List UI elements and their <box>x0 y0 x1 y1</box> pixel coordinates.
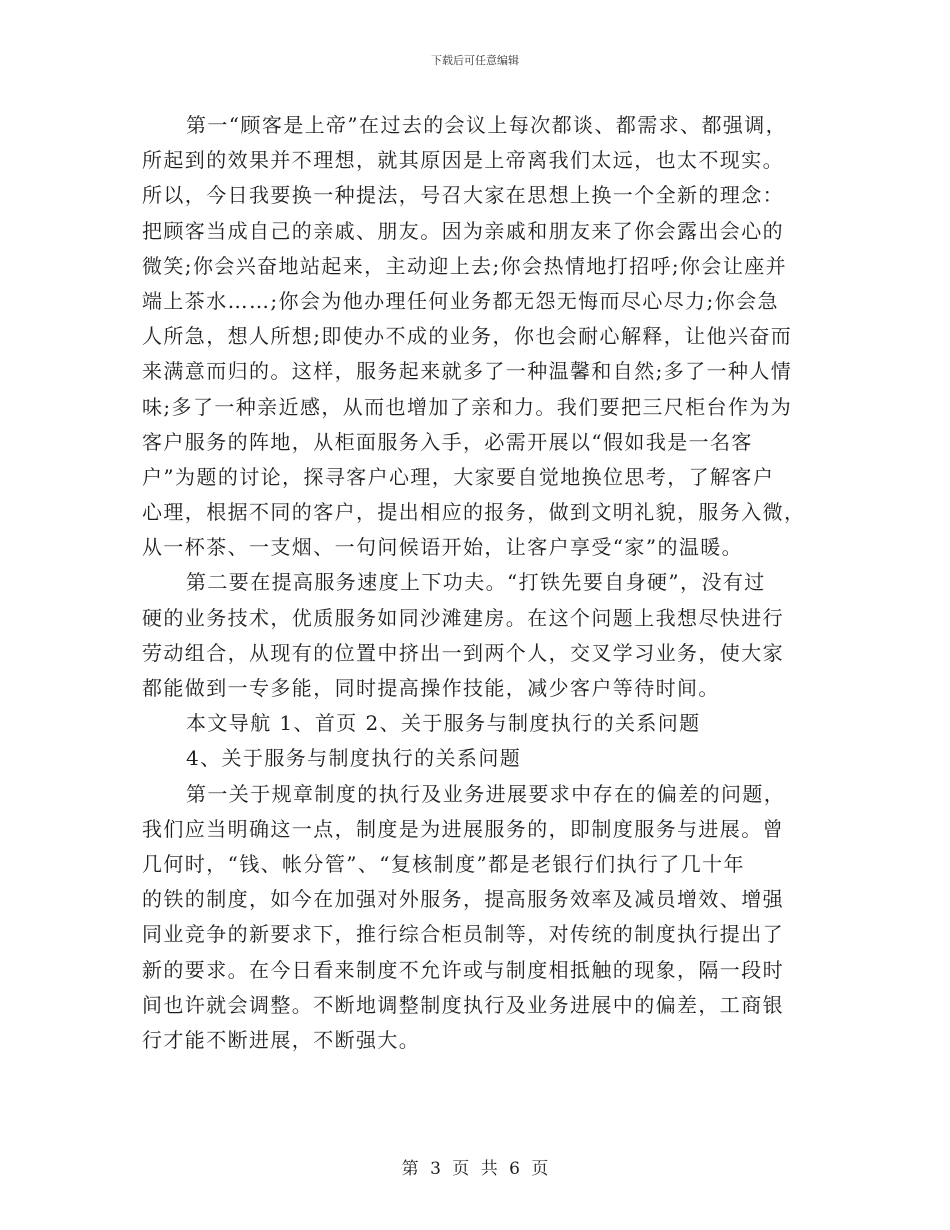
text-line: 几何时，“钱、帐分管”、“复核制度”都是老银行们执行了几十年 <box>142 851 745 876</box>
page-header: 下载后可任意编辑 <box>431 54 519 67</box>
document-body <box>142 108 812 1058</box>
text-line: 新的要求。在今日看来制度不允许或与制度相抵触的现象，隔一段时 <box>142 957 784 982</box>
text-line: 味;多了一种亲近感，从而也增加了亲和力。我们要把三尺柜台作为为 <box>142 394 793 419</box>
text-line: 第一“顾客是上帝”在过去的会议上每次都谈、都需求、都强调， <box>186 113 788 137</box>
text-line: 同业竞争的新要求下，推行综合柜员制等，对传统的制度执行提出了 <box>142 922 784 947</box>
text-line: 间也许就会调整。不断地调整制度执行及业务进展中的偏差，工商银 <box>142 992 784 1017</box>
text-line: 所以，今日我要换一种提法，号召大家在思想上换一个全新的理念： <box>142 183 784 208</box>
text-line: 我们应当明确这一点，制度是为进展服务的，即制度服务与进展。曾 <box>142 816 784 841</box>
text-line: 客户服务的阵地，从柜面服务入手，必需开展以“假如我是一名客 <box>142 429 753 454</box>
text-line: 心理，根据不同的客户，提出相应的报务，做到文明礼貌，服务入微， <box>142 500 806 525</box>
text-line: 户”为题的讨论，探寻客户心理，大家要自觉地换位思考，了解客户 <box>142 464 775 489</box>
text-line: 从一杯茶、一支烟、一句问候语开始，让客户享受“家”的温暖。 <box>142 535 744 560</box>
text-line: 所起到的效果并不理想，就其原因是上帝离我们太远，也太不现实。 <box>142 148 784 173</box>
text-line: 第二要在提高服务速度上下功夫。“打铁先要自身硬”，没有过 <box>186 570 766 595</box>
page-footer: 第 3 页 共 6 页 <box>401 1159 549 1179</box>
text-line: 都能做到一专多能，同时提高操作技能，减少客户等待时间。 <box>142 676 720 700</box>
text-line: 端上茶水……;你会为他办理任何业务都无怨无悔而尽心尽力;你会急 <box>142 288 779 313</box>
text-line: 本文导航 1、首页 2、关于服务与制度执行的关系问题 <box>186 711 701 736</box>
text-line: 的铁的制度，如今在加强对外服务，提高服务效率及减员增效、增强 <box>142 887 784 912</box>
text-line: 人所急，想人所想;即使办不成的业务，你也会耐心解释，让他兴奋而 <box>142 324 793 349</box>
text-line: 微笑;你会兴奋地站起来，主动迎上去;你会热情地打招呼;你会让座并 <box>142 253 788 278</box>
text-line: 把顾客当成自己的亲戚、朋友。因为亲戚和朋友来了你会露出会心的 <box>142 218 784 243</box>
text-line: 4、关于服务与制度执行的关系问题 <box>186 746 522 771</box>
text-line: 硬的业务技术，优质服务如同沙滩建房。在这个问题上我想尽快进行 <box>142 605 784 630</box>
text-line: 来满意而归的。这样，服务起来就多了一种温馨和自然;多了一种人情 <box>142 359 793 384</box>
text-line: 行才能不断进展，不断强大。 <box>142 1027 421 1052</box>
text-line: 第一关于规章制度的执行及业务进展要求中存在的偏差的问题， <box>186 781 786 806</box>
text-line: 劳动组合，从现有的位置中挤出一到两个人，交叉学习业务，使大家 <box>142 640 784 665</box>
